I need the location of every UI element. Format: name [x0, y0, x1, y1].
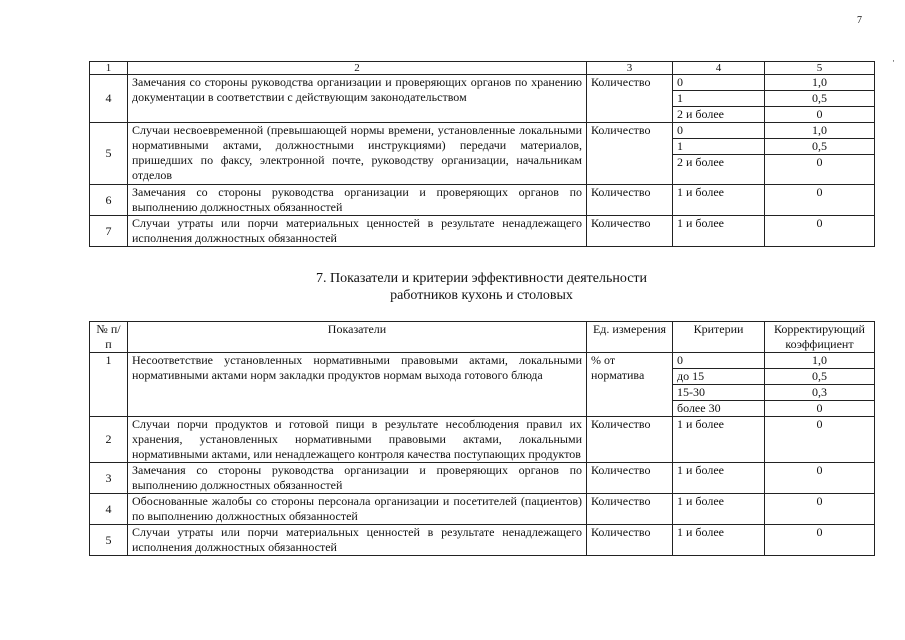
unit-cell: Количество	[587, 463, 673, 494]
row-number: 1	[90, 353, 128, 417]
criterion-cell: 2 и более	[673, 107, 765, 123]
row-number: 4	[90, 75, 128, 123]
header-number: № п/п	[90, 322, 128, 353]
section-title-line: 7. Показатели и критерии эффективности деятельности	[315, 271, 648, 286]
row-number: 2	[90, 417, 128, 463]
table-row	[90, 417, 875, 463]
column-number: 2	[128, 62, 587, 75]
header-coefficient: Корректирующий коэффициент	[765, 322, 875, 353]
indicator-text: Случаи несвоевременной (превышающей нормы времени, установленные локальными нормативными актами, должностными инструкциями) передачи материалов, пришедших по факсу, электронной почте, руководству организации, начальникам отделов	[128, 123, 587, 185]
unit-cell: Количество	[587, 185, 673, 216]
coefficient-cell: 1,0	[765, 123, 875, 139]
row-number: 6	[90, 185, 128, 216]
coefficient-cell: 1,0	[765, 75, 875, 91]
criterion-cell: 0	[673, 353, 765, 369]
coefficient-cell: 0	[765, 463, 875, 494]
indicator-text: Замечания со стороны руководства организации и проверяющих органов по хранению документации в соответствии с действующим законодательством	[128, 75, 587, 123]
unit-cell: % от норматива	[587, 353, 673, 417]
header-indicators: Показатели	[128, 322, 587, 353]
table-row	[90, 216, 875, 247]
indicator-text: Замечания со стороны руководства организации и проверяющих органов по выполнению должностных обязанностей	[128, 463, 587, 494]
column-number: 5	[765, 62, 875, 75]
indicator-text: Замечания со стороны руководства организации и проверяющих органов по выполнению должностных обязанностей	[128, 185, 587, 216]
indicator-text: Несоответствие установленных нормативными правовыми актами, локальными нормативными актами норм закладки продуктов нормам выхода готового блюда	[128, 353, 587, 417]
criterion-cell: 2 и более	[673, 155, 765, 185]
coefficient-cell: 0,5	[765, 369, 875, 385]
coefficient-cell: 0	[765, 155, 875, 185]
unit-cell: Количество	[587, 525, 673, 556]
header-criteria: Критерии	[673, 322, 765, 353]
corner-mark: ·	[892, 56, 895, 66]
criterion-cell: 0	[673, 75, 765, 91]
coefficient-cell: 0,5	[765, 139, 875, 155]
criteria-table-continuation	[89, 61, 875, 247]
unit-cell: Количество	[587, 216, 673, 247]
criterion-cell: 0	[673, 123, 765, 139]
unit-cell: Количество	[587, 494, 673, 525]
unit-cell: Количество	[587, 75, 673, 123]
coefficient-cell: 0,5	[765, 91, 875, 107]
criterion-cell: более 30	[673, 401, 765, 417]
coefficient-cell: 0,3	[765, 385, 875, 401]
unit-cell: Количество	[587, 417, 673, 463]
section-title	[89, 270, 874, 304]
criterion-cell: 1 и более	[673, 525, 765, 556]
row-number: 5	[90, 525, 128, 556]
criterion-cell: 1	[673, 139, 765, 155]
criterion-cell: 1 и более	[673, 417, 765, 463]
criterion-cell: 1	[673, 91, 765, 107]
table-row	[90, 123, 875, 139]
indicator-text: Случаи порчи продуктов и готовой пищи в результате несоблюдения правил их хранения, установленных нормативными правовыми актами, локальными нормативными актами, или ненадлежащего контроля качества поступающих продуктов	[128, 417, 587, 463]
coefficient-cell: 0	[765, 494, 875, 525]
unit-cell: Количество	[587, 123, 673, 185]
column-number: 3	[587, 62, 673, 75]
table-row	[90, 494, 875, 525]
coefficient-cell: 0	[765, 401, 875, 417]
coefficient-cell: 0	[765, 525, 875, 556]
indicator-text: Случаи утраты или порчи материальных ценностей в результате ненадлежащего исполнения должностных обязанностей	[128, 216, 587, 247]
section-title-line: работников кухонь и столовых	[390, 288, 573, 303]
criterion-cell: 1 и более	[673, 494, 765, 525]
table-row	[90, 75, 875, 91]
column-number: 1	[90, 62, 128, 75]
row-number: 3	[90, 463, 128, 494]
table-row	[90, 463, 875, 494]
criterion-cell: до 15	[673, 369, 765, 385]
page-number: 7	[857, 15, 862, 26]
criterion-cell: 1 и более	[673, 463, 765, 494]
column-number-row	[90, 62, 875, 75]
kitchen-criteria-table	[89, 321, 875, 556]
coefficient-cell: 0	[765, 216, 875, 247]
criterion-cell: 15-30	[673, 385, 765, 401]
coefficient-cell: 1,0	[765, 353, 875, 369]
criterion-cell: 1 и более	[673, 185, 765, 216]
table-header-row	[90, 322, 875, 353]
table-row	[90, 353, 875, 369]
indicator-text: Обоснованные жалобы со стороны персонала организации и посетителей (пациентов) по выполнению должностных обязанностей	[128, 494, 587, 525]
row-number: 5	[90, 123, 128, 185]
header-unit: Ед. измерения	[587, 322, 673, 353]
indicator-text: Случаи утраты или порчи материальных ценностей в результате ненадлежащего исполнения должностных обязанностей	[128, 525, 587, 556]
table-row	[90, 525, 875, 556]
criterion-cell: 1 и более	[673, 216, 765, 247]
table-row	[90, 185, 875, 216]
column-number: 4	[673, 62, 765, 75]
row-number: 4	[90, 494, 128, 525]
coefficient-cell: 0	[765, 185, 875, 216]
coefficient-cell: 0	[765, 107, 875, 123]
row-number: 7	[90, 216, 128, 247]
coefficient-cell: 0	[765, 417, 875, 463]
